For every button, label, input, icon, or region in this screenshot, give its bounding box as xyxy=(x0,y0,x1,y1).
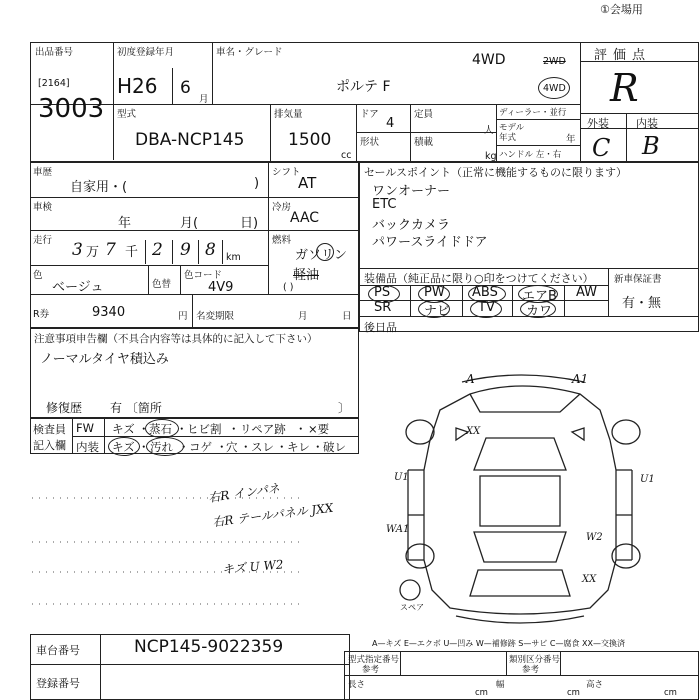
rename-day: 日 xyxy=(342,311,352,322)
mark-side-right: U1 xyxy=(640,474,655,485)
fuel-gasoline: ガソリン xyxy=(295,248,348,263)
mileage-unit: km xyxy=(226,252,241,263)
equip-airbag: エアB xyxy=(522,289,557,304)
int-tear: 破レ xyxy=(323,440,346,454)
int-dot: ・ xyxy=(216,440,228,454)
mark-side-left: U1 xyxy=(394,472,409,483)
sales-point-1: ワンオーナー xyxy=(372,184,451,199)
model-label: 型式 xyxy=(117,109,137,120)
inspection-label: 車検 xyxy=(33,202,53,213)
color-code-label: 色コード xyxy=(184,270,223,281)
check-chip: 蒸石 xyxy=(149,422,172,436)
mileage-d3: 7 xyxy=(105,240,116,260)
int-dot: ・ xyxy=(276,440,288,454)
recycle-value: 9340 xyxy=(92,305,126,320)
length-unit: cm xyxy=(475,688,488,698)
int-hole: 穴 xyxy=(226,440,238,454)
notes-label: 注意事項申告欄（不具合内容等は具体的に記入して下さい） xyxy=(34,333,318,345)
check-dot: ・ xyxy=(228,422,240,436)
first-reg-label: 初度登録年月 xyxy=(117,47,175,58)
displacement-label: 排気量 xyxy=(274,109,303,120)
equip-ps: PS xyxy=(374,285,391,300)
ext-label: 外装 xyxy=(587,117,609,130)
opt-4wd: 4WD xyxy=(543,83,566,94)
damage-legend: A—キズ E—エクボ U—凹み W—補修跡 S—サビ C—腐食 XX—交換済 xyxy=(372,639,626,648)
height-unit: cm xyxy=(664,688,677,698)
fuel-light-oil: 軽油 xyxy=(293,268,320,283)
shape-label: 形状 xyxy=(360,137,380,148)
lot-sub: [2164] xyxy=(38,78,70,89)
equip-tv: TV xyxy=(478,300,495,315)
history-label: 車歴 xyxy=(33,167,53,178)
mileage-d2: 万 xyxy=(86,245,100,260)
inspection-month: 月( xyxy=(180,216,199,231)
dealer-label: ディーラー・並行 xyxy=(499,108,567,118)
class-number-label: 類別区分番号 xyxy=(509,655,561,665)
sales-point-2: ETC xyxy=(372,197,397,212)
repair-close: 〕 xyxy=(338,401,351,415)
mileage-d6: 9 xyxy=(180,240,191,260)
hw-line-1: 右R インパネ xyxy=(207,481,281,505)
hw-line-2: 右R テールパネル JXX xyxy=(211,500,334,530)
doors-label: ドア xyxy=(360,109,379,120)
equip-aw: AW xyxy=(576,285,598,300)
score-value: R xyxy=(610,66,639,110)
score-label: 評価点 xyxy=(594,48,652,63)
first-reg-month: 6 xyxy=(180,78,191,98)
sales-point-4: パワースライドドア xyxy=(372,235,488,250)
first-reg-era: H26 xyxy=(117,74,158,98)
drive-type: 4WD xyxy=(472,52,506,68)
mileage-d4: 千 xyxy=(125,245,139,260)
int-scratch: キズ xyxy=(112,440,135,454)
car-name-label: 車名・グレード xyxy=(216,47,283,58)
color-value: ベージュ xyxy=(52,280,104,295)
chassis-label: 車台番号 xyxy=(36,644,80,657)
mark-door-right: W2 xyxy=(586,532,603,543)
first-reg-month-unit: 月 xyxy=(199,94,209,105)
car-name: ポルテ F xyxy=(336,79,391,95)
spec-number-label: 型式指定番号 xyxy=(348,655,400,665)
mark-fender-left: XX xyxy=(466,426,481,437)
int-dot: ・ xyxy=(240,440,252,454)
mileage-d1: 3 xyxy=(72,240,83,260)
notes-text: ノーマルタイヤ積込み xyxy=(40,352,169,367)
registration-label: 登録番号 xyxy=(36,677,80,690)
sales-point-3: バックカメラ xyxy=(372,218,451,233)
hw-line-3: キズ U W2 xyxy=(221,557,285,577)
equip-abs: ABS xyxy=(472,285,498,300)
int-scuff: スレ xyxy=(251,440,274,454)
displacement-unit: cc xyxy=(341,150,352,161)
ext-value: C xyxy=(592,134,611,162)
width-label: 幅 xyxy=(496,680,505,690)
int-stain: 汚れ xyxy=(150,440,173,454)
shift-value: AT xyxy=(298,174,317,192)
ac-value: AAC xyxy=(290,210,320,226)
mileage-d7: 8 xyxy=(205,240,216,260)
model-value: DBA-NCP145 xyxy=(135,130,245,150)
equip-sr: SR xyxy=(374,300,392,315)
class-number-sub: 参考 xyxy=(522,665,540,675)
history-value: 自家用・( xyxy=(70,180,128,195)
chassis-value: NCP145-9022359 xyxy=(134,637,284,657)
new-warranty-label: 新車保証書 xyxy=(614,274,662,285)
check-crack: ヒビ割 xyxy=(187,422,222,436)
recycle-label: R券 xyxy=(33,309,50,320)
rename-month: 月 xyxy=(298,311,308,322)
capacity-unit: 人 xyxy=(484,125,494,136)
check-dot: ・ xyxy=(138,422,150,436)
check-required: ×要 xyxy=(308,422,330,436)
venue-mark: ①会場用 xyxy=(600,3,643,16)
spec-number-sub: 参考 xyxy=(362,665,380,675)
repair-label: 修復歴 xyxy=(46,401,83,415)
recycle-unit: 円 xyxy=(178,311,188,322)
year-unit: 年 xyxy=(566,134,576,145)
int-burn: コゲ xyxy=(189,440,212,454)
spare-label: スペア xyxy=(400,603,424,612)
lot-label: 出品番号 xyxy=(35,47,74,58)
check-fw: FW xyxy=(76,421,94,435)
int-dot: ・ xyxy=(178,440,190,454)
int-label: 内装 xyxy=(636,117,658,130)
width-unit: cm xyxy=(567,688,580,698)
fuel-paren: ( ) xyxy=(283,282,294,293)
check-dot: ・ xyxy=(295,422,307,436)
mark-door-left: WA1 xyxy=(386,524,410,535)
rename-label: 名変期限 xyxy=(196,311,235,322)
color-no-label: 色替 xyxy=(152,279,172,290)
lot-number: 3003 xyxy=(38,94,105,124)
check-scratch: キズ xyxy=(112,422,135,436)
color-code: 4V9 xyxy=(208,280,234,295)
sales-points-label: セールスポイント（正常に機能するものに限ります） xyxy=(364,166,628,179)
equip-pw: PW xyxy=(424,285,445,300)
check-repair: リペア跡 xyxy=(240,422,286,436)
inspector-label: 検査員 xyxy=(33,423,66,436)
model-year-label: モデル xyxy=(499,123,525,133)
handle-label: ハンドル 左・右 xyxy=(499,150,562,160)
mileage-d5: 2 xyxy=(152,240,163,260)
equip-navi: ナビ xyxy=(424,304,451,319)
displacement-value: 1500 xyxy=(288,130,332,150)
load-unit: kg xyxy=(485,151,497,162)
color-label: 色 xyxy=(33,270,43,281)
opt-2wd: 2WD xyxy=(543,56,566,67)
shift-label: シフト xyxy=(272,167,301,178)
check-dot: ・ xyxy=(176,422,188,436)
history-close: ) xyxy=(254,176,260,191)
doors-value: 4 xyxy=(386,116,395,131)
year-label: 年式 xyxy=(499,133,517,143)
rear-items-label: 後日品 xyxy=(364,321,397,334)
mark-front-left: A xyxy=(466,372,475,386)
inspection-year: 年 xyxy=(118,216,132,231)
length-label: 長さ xyxy=(348,680,366,690)
height-label: 高さ xyxy=(586,680,604,690)
fuel-label: 燃料 xyxy=(272,235,292,246)
int-dot: ・ xyxy=(312,440,324,454)
ac-label: 冷房 xyxy=(272,202,292,213)
int-dot: ・ xyxy=(138,440,150,454)
interior-label: 内装 xyxy=(76,440,99,454)
entry-label: 記入欄 xyxy=(33,439,66,452)
load-label: 積載 xyxy=(414,137,434,148)
int-value: B xyxy=(642,132,660,160)
repair-value: 有 〔箇所 xyxy=(110,401,162,415)
mark-rear-right: XX xyxy=(582,574,597,585)
equipment-label: 装備品（純正品に限り○印をつけてください） xyxy=(364,272,594,285)
equip-leather: カワ xyxy=(526,304,553,319)
mark-front-right: A1 xyxy=(572,372,589,386)
inspection-day: 日) xyxy=(240,216,259,231)
new-warranty-value: 有・無 xyxy=(622,296,662,311)
mileage-label: 走行 xyxy=(33,235,53,246)
int-cut: キレ xyxy=(287,440,310,454)
capacity-label: 定員 xyxy=(414,109,434,120)
